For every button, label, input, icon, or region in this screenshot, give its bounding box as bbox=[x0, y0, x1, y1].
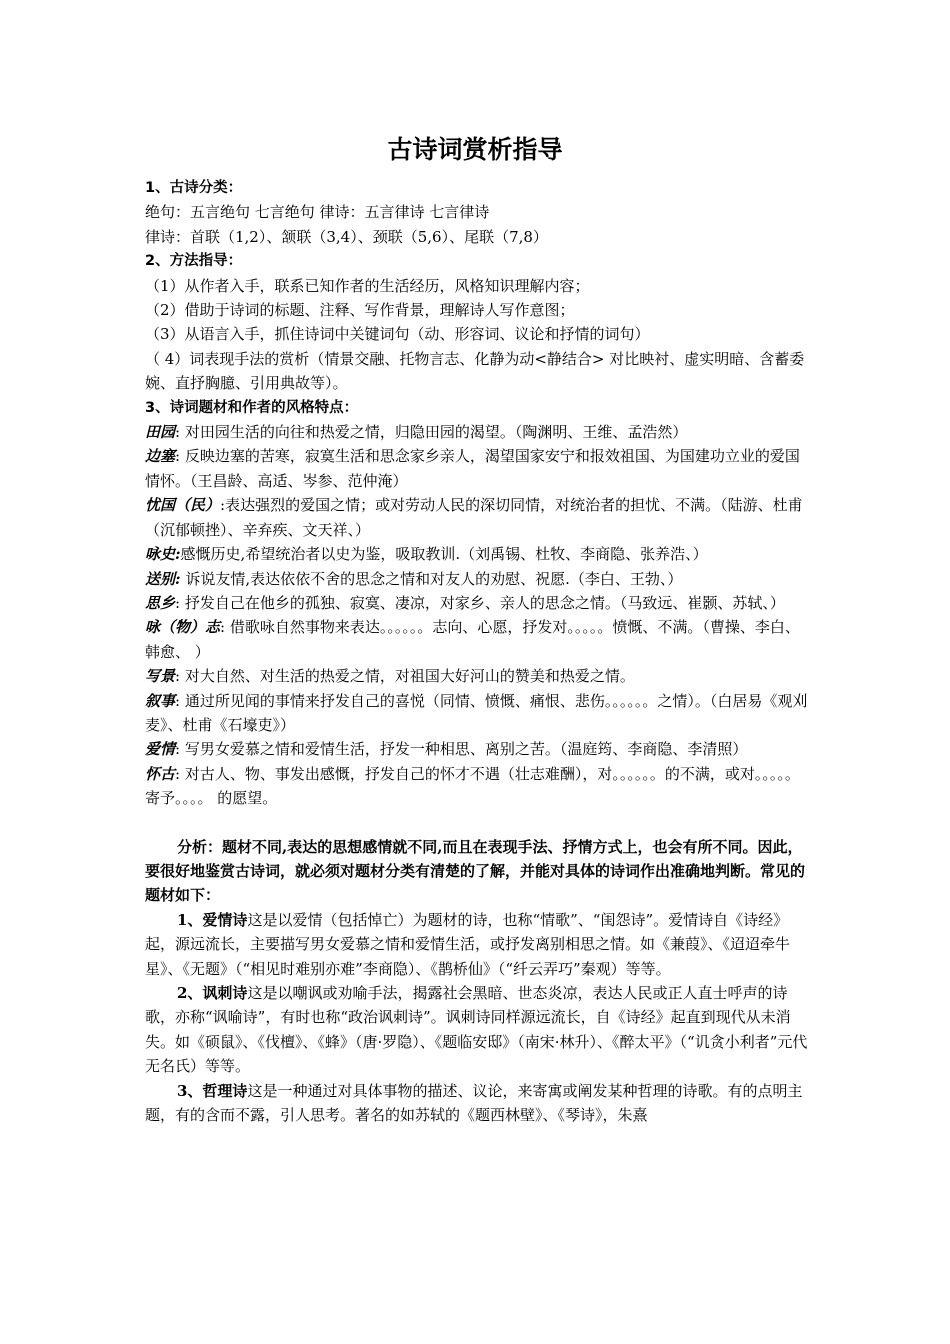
theme-separator: : bbox=[175, 593, 181, 612]
document-body bbox=[145, 176, 813, 1127]
theme-text: 反映边塞的苦寒，寂寞生活和思念家乡亲人，渴望国家安宁和报效祖国、为国建功立业的爱国情怀。（王昌龄、高适、岑参、范仲淹） bbox=[145, 447, 800, 490]
paragraph-spacer bbox=[145, 811, 813, 835]
theme-term: 叙事 bbox=[145, 691, 176, 710]
poem-type-paragraph bbox=[145, 908, 813, 981]
section-3-heading: 3、诗词题材和作者的风格特点： bbox=[145, 399, 359, 416]
poem-type-label: 1、爱情诗 bbox=[177, 910, 248, 929]
theme-separator: : bbox=[175, 447, 181, 466]
theme-term: 忧国（民） bbox=[145, 496, 221, 515]
poem-type-label: 3、哲理诗 bbox=[177, 1081, 248, 1100]
theme-text: 对古人、物、事发出感慨，抒发自己的怀才不遇（壮志难酬），对。。。。。。的不满，或对。。。。。寄予。。。。 的愿望。 bbox=[145, 764, 800, 808]
theme-term: 咏史: bbox=[145, 545, 181, 564]
theme-text: 诉说友情,表达依依不舍的思念之情和对友人的劝慰、祝愿.（李白、王勃、） bbox=[180, 569, 683, 588]
poem-type-label: 2、讽刺诗 bbox=[177, 984, 248, 1002]
theme-text: :表达强烈的爱国之情；或对劳动人民的深切同情，对统治者的担忧、不满。（陆游、杜甫（沉郁顿挫）、辛弃疾、文天祥、） bbox=[145, 496, 803, 539]
theme-entry bbox=[145, 420, 813, 444]
theme-text: 抒发自己在他乡的孤独、寂寞、凄凉，对家乡、亲人的思念之情。（马致远、崔颢、苏轼、） bbox=[180, 593, 785, 612]
theme-text: 对田园生活的向往和热爱之情，归隐田园的渴望。（陶渊明、王维、孟浩然） bbox=[180, 423, 688, 442]
theme-text: 写男女爱慕之情和爱情生活，抒发一种相思、离别之苦。（温庭筠、李商隐、李清照） bbox=[180, 740, 748, 759]
theme-separator: : bbox=[175, 740, 181, 759]
section-2-heading: 2、方法指导： bbox=[145, 253, 243, 270]
analysis-paragraph: 分析：题材不同,表达的思想感情就不同,而且在表现手法、抒情方式上，也会有所不同。因此，要很好地鉴赏古诗词，就必须对题材分类有清楚的了解，并能对具体的诗词作出准确地判断。常见的题材如下： bbox=[145, 837, 806, 905]
poem-type-paragraph bbox=[145, 1079, 813, 1128]
section-1-heading: 1、古诗分类： bbox=[145, 180, 243, 196]
method-item: （3）从语言入手，抓住诗词中关键词句（动、形容词、议论和抒情的词句） bbox=[145, 325, 650, 344]
theme-separator: : bbox=[175, 423, 181, 442]
theme-entry bbox=[145, 542, 813, 566]
theme-text: 借歌咏自然事物来表达。。。。。。志向、心愿，抒发对。。。。。愤慨、不满。（曹操、李白、韩愈、 ） bbox=[145, 618, 800, 661]
classification-line: 律诗：首联（1,2）、颔联（3,4）、颈联（5,6）、尾联（7,8） bbox=[145, 227, 548, 246]
document-title: 古诗词赏析指导 bbox=[387, 135, 563, 164]
theme-term: 田园 bbox=[145, 423, 176, 442]
poem-type-text: 这是一种通过对具体事物的描述、议论，来寄寓或阐发某种哲理的诗歌。有的点明主题，有的含而不露，引人思考。著名的如苏轼的《题西林壁》、《琴诗》，朱熹 bbox=[145, 1081, 803, 1125]
theme-entry bbox=[145, 689, 813, 738]
theme-text: 通过所见闻的事情来抒发自己的喜悦（同情、愤慨、痛恨、悲伤。。。。。。之情）。（白居易《观刈麦》、杜甫《石壕吏》） bbox=[145, 691, 808, 734]
poem-type-text: 这是以嘲讽或劝喻手法，揭露社会黑暗、世态炎凉，表达人民或正人直士呼声的诗歌，亦称“讽喻诗”，有时也称“政治讽刺诗”。讽刺诗同样源远流长，自《诗经》起直到现代从未消失。如《硕鼠》、《伐檀》、《蜂》（唐·罗隐）、《题临安邸》（南宋·林升）、《醉太平》（“讥贪小利者”元代无名氏）等等。 bbox=[145, 984, 808, 1076]
theme-term: 爱情 bbox=[145, 740, 176, 759]
theme-entry bbox=[145, 444, 813, 493]
theme-term: 写景 bbox=[145, 667, 176, 686]
method-item: （ 4）词表现手法的赏析（情景交融、托物言志、化静为动<静结合> 对比映衬、虚实明暗、含蓄委婉、直抒胸臆、引用典故等）。 bbox=[145, 349, 805, 393]
method-item: （2）借助于诗词的标题、注释、写作背景，理解诗人写作意图； bbox=[145, 301, 575, 320]
theme-entry bbox=[145, 737, 813, 761]
theme-entry bbox=[145, 567, 813, 591]
classification-line: 绝句：五言绝句 七言绝句 律诗：五言律诗 七言律诗 bbox=[145, 203, 490, 222]
theme-term: 送别: bbox=[145, 569, 181, 588]
theme-separator: : bbox=[175, 764, 181, 783]
theme-separator: : bbox=[175, 667, 181, 686]
poem-type-paragraph bbox=[145, 981, 813, 1079]
theme-entry bbox=[145, 591, 813, 615]
theme-entry bbox=[145, 664, 813, 688]
theme-entry bbox=[145, 493, 813, 542]
theme-term: 思乡 bbox=[145, 593, 176, 612]
theme-term: 怀古 bbox=[145, 764, 176, 783]
theme-term: 咏（物）志 bbox=[145, 618, 221, 637]
theme-separator: : bbox=[220, 618, 226, 637]
method-item: （1）从作者入手，联系已知作者的生活经历，风格知识理解内容； bbox=[145, 276, 590, 295]
theme-entry bbox=[145, 615, 813, 664]
theme-text: 对大自然、对生活的热爱之情，对祖国大好河山的赞美和热爱之情。 bbox=[180, 667, 635, 686]
theme-text: 感慨历史,希望统治者以史为鉴，吸取教训.（刘禹锡、杜牧、李商隐、张养浩、） bbox=[180, 545, 708, 564]
theme-separator: : bbox=[175, 691, 181, 710]
poem-type-text: 这是以爱情（包括悼亡）为题材的诗，也称“情歌”、“闺怨诗”。爱情诗自《诗经》起，源远流长，主要描写男女爱慕之情和爱情生活，或抒发离别相思之情。如《兼葭》、《迢迢牵牛星》、《无题》（“相见时难别亦难”李商隐）、《鹊桥仙》（“纤云弄巧”秦观）等等。 bbox=[145, 910, 791, 978]
theme-term: 边塞 bbox=[145, 447, 176, 466]
theme-entry bbox=[145, 762, 813, 811]
